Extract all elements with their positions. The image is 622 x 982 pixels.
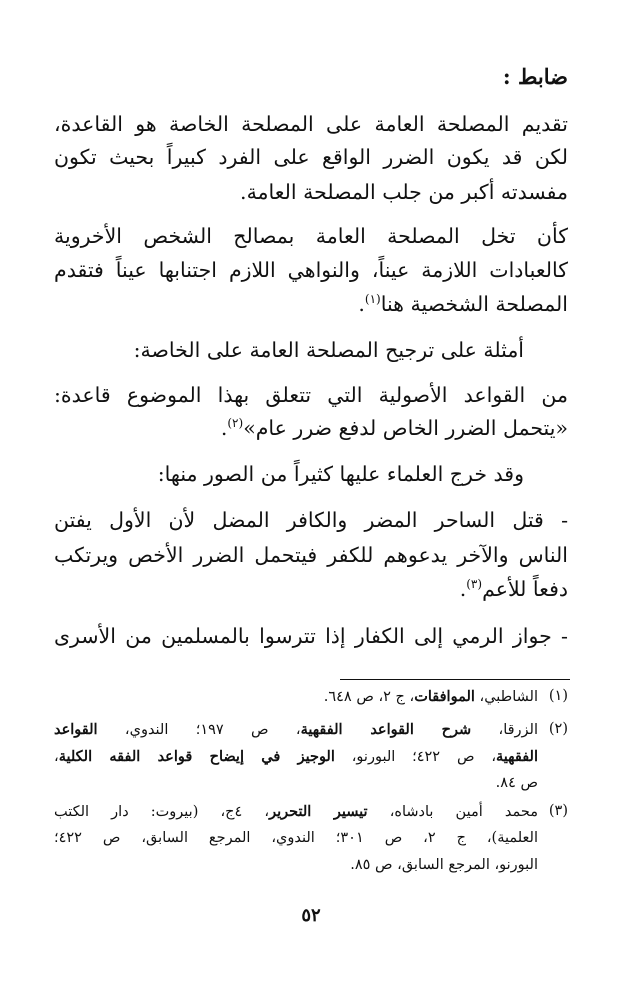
paragraph-2-line-1: كأن تخل المصلحة العامة بمصالح الشخص الأخروية bbox=[54, 224, 568, 248]
footnote-2-line-3-run-1: ص ٨٤. bbox=[495, 775, 538, 791]
footnote-1-line-1-run-3: ، ج ٢، ص ٦٤٨. bbox=[323, 689, 415, 705]
footnote-3-number: (٣) bbox=[548, 803, 568, 819]
footnote-2-line-1-run-1: الزرقا، bbox=[471, 722, 538, 738]
footnote-1-number: (١) bbox=[548, 688, 568, 704]
footnote-2-line-2-run-2: ، ص ٤٢٢؛ البورنو، bbox=[334, 749, 497, 765]
page-number: ٥٢ bbox=[301, 905, 321, 926]
paragraph-4-end: . bbox=[220, 416, 228, 440]
footnote-ref-3: (٣) bbox=[466, 577, 483, 592]
paragraph-4-text: «يتحمل الضرر الخاص لدفع ضرر عام» bbox=[243, 416, 568, 440]
paragraph-1-line-2: لكن قد يكون الضرر الواقع على الفرد كبيراً بحيث تكون bbox=[54, 145, 568, 169]
footnote-2 bbox=[54, 721, 568, 801]
footnote-2-line-1-run-2: شرح القواعد الفقهية bbox=[300, 721, 472, 738]
footnote-3-line-3-run-1: البورنو، المرجع السابق، ص ٨٥. bbox=[350, 857, 538, 873]
footnote-1-line-1-run-1: الشاطبي، bbox=[474, 689, 538, 705]
paragraph-1-line-3: مفسدته أكبر من جلب المصلحة العامة. bbox=[240, 180, 568, 204]
footnote-2-number: (٢) bbox=[548, 721, 568, 737]
footnote-2-line-2 bbox=[54, 748, 538, 765]
paragraph-6-text: دفعاً للأعم bbox=[482, 577, 568, 601]
footnote-2-line-1-run-4: القواعد bbox=[54, 721, 98, 738]
footnote-1-line-1-run-2: الموافقات bbox=[414, 688, 475, 705]
paragraph-4-line-2 bbox=[221, 416, 568, 440]
paragraph-2-line-2: كالعبادات اللازمة عيناً، والنواهي اللازم اجتنابها عيناً فتقدم bbox=[54, 258, 568, 282]
paragraph-2-end: . bbox=[358, 292, 365, 316]
paragraph-4-line-1: من القواعد الأصولية التي تتعلق بهذا الموضوع قاعدة: bbox=[54, 383, 568, 407]
footnote-divider bbox=[340, 679, 570, 680]
paragraph-7: - جواز الرمي إلى الكفار إذا تترسوا بالمسلمين من الأسرى bbox=[54, 624, 568, 648]
footnote-1-line-1 bbox=[54, 688, 538, 705]
footnote-ref-1: (١) bbox=[364, 292, 381, 307]
footnote-2-line-1 bbox=[54, 721, 538, 738]
footnote-3-line-3 bbox=[54, 857, 538, 873]
footnote-2-line-2-run-3: الوجيز في إيضاح قواعد الفقه الكلية bbox=[58, 748, 335, 765]
footnote-3-line-1-run-3: ، ٤ج، (بيروت: دار الكتب bbox=[54, 804, 270, 820]
paragraph-6-line-3 bbox=[460, 577, 568, 601]
paragraph-5: وقد خرج العلماء عليها كثيراً من الصور منها: bbox=[157, 462, 524, 486]
footnote-3-line-1-run-1: محمد أمين بادشاه، bbox=[367, 804, 538, 820]
footnote-2-line-2-run-1: الفقهية bbox=[496, 748, 538, 765]
footnote-1 bbox=[54, 688, 568, 712]
paragraph-6-line-2: الناس والآخر يدعوهم للكفر فيتحمل الضرر الأخص ويرتكب bbox=[54, 543, 568, 567]
footnote-2-line-1-run-3: ، ص ١٩٧؛ الندوي، bbox=[97, 722, 301, 738]
paragraph-6-line-1: - قتل الساحر المضر والكافر المضل لأن الأول يفتن bbox=[54, 508, 568, 532]
paragraph-2-line-3 bbox=[358, 292, 568, 316]
footnote-3-line-2-run-1: العلمية)، ج ٢، ص ٣٠١؛ الندوي، المرجع السابق، ص ٤٢٢؛ bbox=[54, 830, 538, 846]
paragraph-3: أمثلة على ترجيح المصلحة العامة على الخاصة: bbox=[133, 338, 524, 362]
paragraph-1-line-1: تقديم المصلحة العامة على المصلحة الخاصة هو القاعدة، bbox=[54, 112, 568, 136]
section-heading: ضابط : bbox=[502, 64, 568, 89]
paragraph-6-end: . bbox=[459, 577, 467, 601]
paragraph-2-text: المصلحة الشخصية هنا bbox=[380, 292, 568, 316]
footnote-2-line-3 bbox=[54, 775, 538, 791]
footnote-3 bbox=[54, 803, 568, 885]
footnote-3-line-1 bbox=[54, 803, 538, 820]
footnote-2-line-2-run-4: ، bbox=[54, 749, 59, 765]
footnote-3-line-2 bbox=[54, 830, 538, 846]
footnote-3-line-1-run-2: تيسير التحرير bbox=[269, 803, 368, 820]
footnote-ref-2: (٢) bbox=[227, 416, 244, 431]
